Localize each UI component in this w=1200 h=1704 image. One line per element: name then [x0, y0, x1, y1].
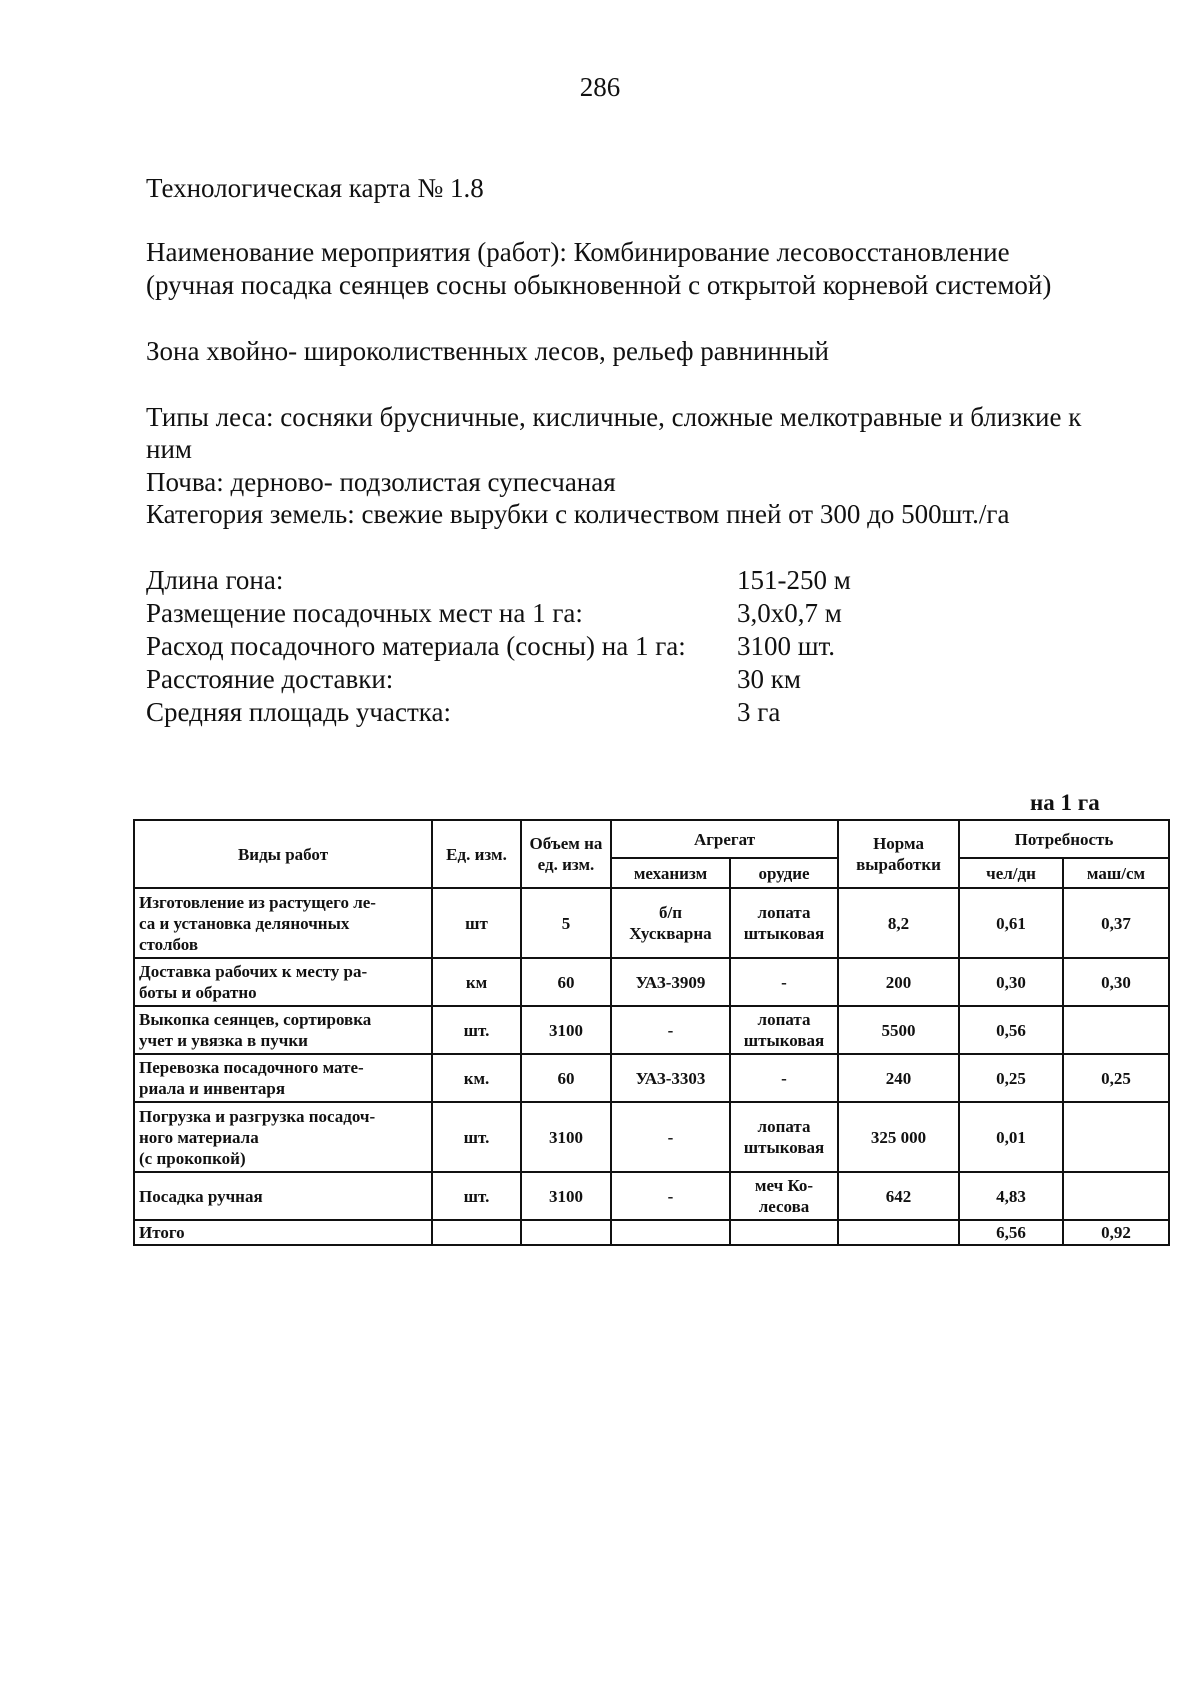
volume-cell: 60 — [521, 958, 611, 1006]
total-label-cell: Итого — [134, 1220, 432, 1245]
work-name-line: Выкопка сеянцев, сортировка — [139, 1010, 372, 1029]
card-title: Технологическая карта № 1.8 — [146, 173, 484, 203]
header-man-days: чел/дн — [959, 858, 1063, 888]
param-value-spacing: 3,0х0,7 м — [737, 598, 842, 628]
empty-cell — [521, 1220, 611, 1245]
empty-cell — [611, 1220, 730, 1245]
mechanism-cell: УАЗ-3303 — [611, 1054, 730, 1102]
table-row — [134, 958, 1169, 1006]
norm-cell: 5500 — [838, 1006, 959, 1054]
param-label-spacing: Размещение посадочных мест на 1 га: — [146, 598, 583, 628]
total-man-days-cell: 6,56 — [959, 1220, 1063, 1245]
table-row — [134, 888, 1169, 958]
mechanism-cell: - — [611, 1006, 730, 1054]
man-days-cell: 0,30 — [959, 958, 1063, 1006]
param-label-area: Средняя площадь участка: — [146, 697, 451, 727]
norm-cell: 240 — [838, 1054, 959, 1102]
mechanism-line: б/п — [658, 903, 683, 922]
man-days-cell: 0,01 — [959, 1102, 1063, 1172]
header-mechanism: механизм — [611, 858, 730, 888]
tool-line: лопата — [757, 903, 811, 922]
param-value-length: 151-250 м — [737, 565, 851, 595]
work-name-cell — [134, 958, 432, 1006]
header-machine-shifts: маш/см — [1063, 858, 1169, 888]
volume-cell: 3100 — [521, 1102, 611, 1172]
tool-cell: - — [730, 958, 838, 1006]
header-volume: Объем на ед. изм. — [521, 820, 611, 888]
table-row — [134, 1102, 1169, 1172]
volume-cell: 5 — [521, 888, 611, 958]
work-name-line: Доставка рабочих к месту ра- — [139, 962, 368, 981]
forest-types-line1: Типы леса: сосняки брусничные, кисличные, сложные мелкотравные и близкие к — [146, 402, 1082, 432]
header-unit: Ед. изм. — [432, 820, 521, 888]
work-name-line: риала и инвентаря — [139, 1079, 286, 1098]
mechanism-line: Хускварна — [629, 924, 712, 943]
soil-type: Почва: дерново- подзолистая супесчаная — [146, 467, 616, 497]
work-name-cell — [134, 1102, 432, 1172]
man-days-cell: 4,83 — [959, 1172, 1063, 1220]
volume-cell: 60 — [521, 1054, 611, 1102]
unit-cell: шт. — [432, 1102, 521, 1172]
unit-cell: км — [432, 958, 521, 1006]
tool-line: штыковая — [743, 924, 825, 943]
man-days-cell: 0,61 — [959, 888, 1063, 958]
work-name-line: учет и увязка в пучки — [139, 1031, 308, 1050]
param-value-area: 3 га — [737, 697, 781, 727]
tool-cell — [730, 1006, 838, 1054]
machine-shifts-cell: 0,25 — [1063, 1054, 1169, 1102]
machine-shifts-cell: 0,30 — [1063, 958, 1169, 1006]
land-category: Категория земель: свежие вырубки с количеством пней от 300 до 500шт./га — [146, 499, 1010, 529]
work-name-line: са и установка деляночных — [139, 913, 350, 933]
table-total-row — [134, 1220, 1169, 1245]
machine-shifts-cell — [1063, 1102, 1169, 1172]
activity-name-line1: Наименование мероприятия (работ): Комбинирование лесовосстановление — [146, 237, 1010, 267]
tool-line: штыковая — [743, 1138, 825, 1157]
tool-cell — [730, 888, 838, 958]
man-days-cell: 0,56 — [959, 1006, 1063, 1054]
tool-line: лопата — [757, 1117, 811, 1136]
unit-cell: шт. — [432, 1006, 521, 1054]
work-name-cell — [134, 1054, 432, 1102]
work-name-line: (с прокопкой) — [139, 1148, 246, 1168]
param-label-consumption: Расход посадочного материала (сосны) на 1 га: — [146, 631, 686, 661]
work-name-line: Перевозка посадочного мате- — [139, 1058, 364, 1077]
norm-cell: 8,2 — [838, 888, 959, 958]
param-label-distance: Расстояние доставки: — [146, 664, 394, 694]
tool-cell — [730, 1172, 838, 1220]
work-name-cell — [134, 1006, 432, 1054]
forest-zone: Зона хвойно- широколиственных лесов, рельеф равнинный — [146, 336, 829, 366]
header-norm: Норма выработки — [838, 820, 959, 888]
work-name-cell — [134, 888, 432, 958]
unit-cell: шт. — [432, 1172, 521, 1220]
machine-shifts-cell: 0,37 — [1063, 888, 1169, 958]
table-row — [134, 1054, 1169, 1102]
mechanism-cell — [611, 888, 730, 958]
work-name-line: боты и обратно — [139, 983, 257, 1002]
machine-shifts-cell — [1063, 1006, 1169, 1054]
table-row — [134, 1006, 1169, 1054]
volume-cell: 3100 — [521, 1006, 611, 1054]
work-table — [133, 819, 1170, 1246]
work-name-cell: Посадка ручная — [134, 1172, 432, 1220]
empty-cell — [838, 1220, 959, 1245]
work-name-line: ного материала — [139, 1127, 259, 1147]
header-need: Потребность — [959, 820, 1169, 858]
header-work-types: Виды работ — [134, 820, 432, 888]
param-value-distance: 30 км — [737, 664, 801, 694]
norm-cell: 325 000 — [838, 1102, 959, 1172]
work-name-line: Погрузка и разгрузка посадоч- — [139, 1106, 376, 1126]
empty-cell — [730, 1220, 838, 1245]
page-number: 286 — [579, 72, 621, 102]
unit-cell: шт — [432, 888, 521, 958]
mechanism-cell: - — [611, 1172, 730, 1220]
mechanism-cell: УАЗ-3909 — [611, 958, 730, 1006]
tool-cell — [730, 1102, 838, 1172]
work-name-line: Изготовление из растущего ле- — [139, 892, 376, 912]
total-machine-shifts-cell: 0,92 — [1063, 1220, 1169, 1245]
tool-line: штыковая — [743, 1031, 825, 1050]
mechanism-cell: - — [611, 1102, 730, 1172]
param-label-length: Длина гона: — [146, 565, 284, 595]
header-aggregate: Агрегат — [611, 820, 838, 858]
header-tool: орудие — [730, 858, 838, 888]
table-unit-note: на 1 га — [1030, 790, 1100, 815]
tool-cell: - — [730, 1054, 838, 1102]
unit-cell: км. — [432, 1054, 521, 1102]
tool-line: лопата — [757, 1010, 811, 1029]
work-name-line: столбов — [139, 934, 199, 954]
param-value-consumption: 3100 шт. — [737, 631, 836, 661]
table-row — [134, 1172, 1169, 1220]
activity-name-line2: (ручная посадка сеянцев сосны обыкновенной с открытой корневой системой) — [146, 270, 1052, 300]
tool-line: меч Ко- — [754, 1176, 814, 1195]
machine-shifts-cell — [1063, 1172, 1169, 1220]
tool-line: лесова — [758, 1197, 810, 1216]
empty-cell — [432, 1220, 521, 1245]
norm-cell: 200 — [838, 958, 959, 1006]
man-days-cell: 0,25 — [959, 1054, 1063, 1102]
volume-cell: 3100 — [521, 1172, 611, 1220]
norm-cell: 642 — [838, 1172, 959, 1220]
forest-types-line2: ним — [146, 434, 192, 464]
